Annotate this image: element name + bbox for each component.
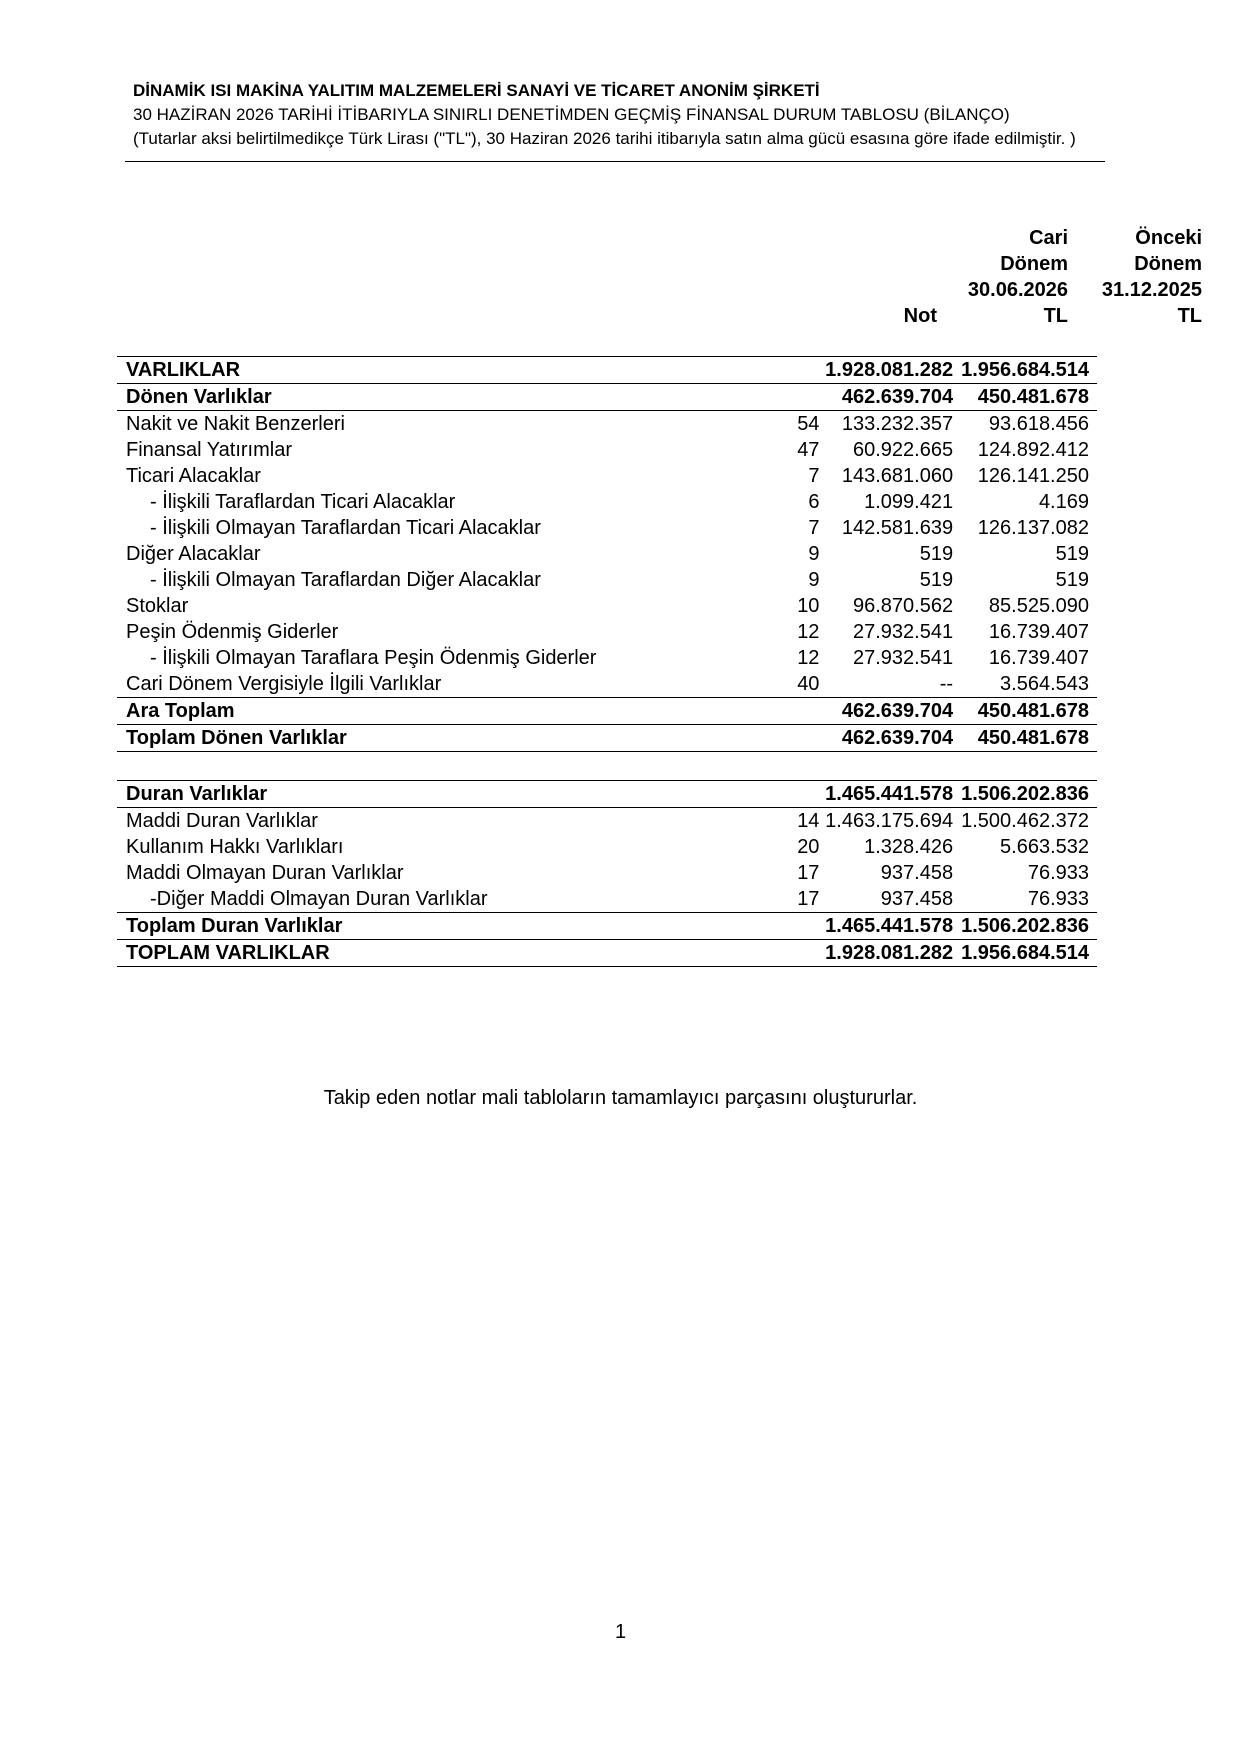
row-previous: 450.481.678 <box>961 725 1097 752</box>
row-label: Stoklar <box>126 595 189 617</box>
row-label: - İlişkili Olmayan Taraflardan Diğer Alacaklar <box>150 569 541 591</box>
column-header-not-label: Not <box>903 305 937 327</box>
row-not <box>713 725 822 752</box>
row-label: Kullanım Hakkı Varlıkları <box>126 836 344 858</box>
row-current: 1.328.426 <box>864 836 954 858</box>
table-row <box>117 913 1097 940</box>
row-not: 47 <box>797 439 820 461</box>
row-label: Maddi Olmayan Duran Varlıklar <box>126 862 404 884</box>
currency-note: (Tutarlar aksi belirtilmedikçe Türk Lirası ("TL"), 30 Haziran 2026 tarihi itibarıyla satın alma gücü esasına göre ifade edilmiştir. ) <box>133 129 1076 148</box>
row-label-cell <box>117 515 713 541</box>
row-current: 1.928.081.282 <box>821 357 961 384</box>
row-previous: 450.481.678 <box>961 698 1097 725</box>
page-number: 1 <box>614 1621 627 1643</box>
row-label-cell <box>117 567 713 593</box>
row-not <box>713 940 822 967</box>
row-not: 6 <box>808 491 820 513</box>
row-not: 20 <box>797 836 820 858</box>
table-row <box>117 886 1097 913</box>
row-label: VARLIKLAR <box>117 357 713 384</box>
statement-title: 30 HAZİRAN 2026 TARİHİ İTİBARIYLA SINIRLI DENETİMDEN GEÇMİŞ FİNANSAL DURUM TABLOSU (BİLANÇO) <box>133 105 1010 124</box>
row-not: 17 <box>713 886 822 913</box>
footnote: Takip eden notlar mali tabloların tamamlayıcı parçasını oluştururlar. <box>323 1087 918 1109</box>
table-row <box>117 437 1097 463</box>
column-header-current-date: 30.06.2026 <box>967 279 1068 301</box>
row-previous: 124.892.412 <box>977 439 1089 461</box>
row-previous: 85.525.090 <box>988 595 1089 617</box>
row-label: Maddi Duran Varlıklar <box>126 810 318 832</box>
row-previous: 93.618.456 <box>988 413 1089 435</box>
column-headers <box>117 225 1202 329</box>
row-label-cell <box>117 886 713 913</box>
table-row <box>117 567 1097 593</box>
row-current: 519 <box>919 569 954 591</box>
row-previous: 519 <box>1055 569 1089 591</box>
row-current: 937.458 <box>880 862 954 884</box>
table-row <box>117 698 1097 725</box>
row-not <box>713 698 822 725</box>
row-previous: 5.663.532 <box>1000 836 1089 858</box>
column-header-not <box>777 303 937 329</box>
table-row <box>117 781 1097 808</box>
table-row <box>117 860 1097 886</box>
row-previous: 4.169 <box>1038 491 1089 513</box>
table-row <box>117 834 1097 860</box>
row-current: 1.463.175.694 <box>825 810 954 832</box>
column-header-previous-currency: TL <box>1177 305 1202 327</box>
row-current: 519 <box>919 543 954 565</box>
column-header-previous-date: 31.12.2025 <box>1101 279 1202 301</box>
document-header <box>133 79 1103 151</box>
row-current: 133.232.357 <box>841 413 954 435</box>
row-label: Dönen Varlıklar <box>117 384 713 411</box>
row-previous: 126.137.082 <box>977 517 1089 539</box>
row-label: Toplam Duran Varlıklar <box>117 913 713 940</box>
row-not: 12 <box>797 621 820 643</box>
row-label: Duran Varlıklar <box>117 781 713 808</box>
row-current: 1.928.081.282 <box>821 940 961 967</box>
row-not: 9 <box>808 543 820 565</box>
balance-sheet-table <box>117 356 1097 967</box>
row-not <box>713 357 822 384</box>
row-not: 17 <box>797 862 820 884</box>
row-previous: 16.739.407 <box>988 647 1089 669</box>
row-not: 10 <box>797 595 820 617</box>
row-label: -Diğer Maddi Olmayan Duran Varlıklar <box>150 888 488 910</box>
table-row <box>117 940 1097 967</box>
row-previous: 16.739.407 <box>988 621 1089 643</box>
row-previous: 1.506.202.836 <box>961 781 1097 808</box>
row-current: 462.639.704 <box>821 725 961 752</box>
row-current: 462.639.704 <box>821 384 961 411</box>
table-row <box>117 593 1097 619</box>
table-row <box>117 489 1097 515</box>
row-current: 96.870.562 <box>852 595 954 617</box>
row-label-cell <box>117 489 713 515</box>
table-spacer <box>117 752 1097 781</box>
row-not <box>713 384 822 411</box>
row-not: 7 <box>808 517 820 539</box>
table-row <box>117 411 1097 438</box>
column-header-current-line1: Cari <box>1029 227 1068 249</box>
table-row <box>117 619 1097 645</box>
row-current: 142.581.639 <box>841 517 954 539</box>
row-label: - İlişkili Taraflardan Ticari Alacaklar <box>150 491 456 513</box>
row-label: - İlişkili Olmayan Taraflardan Ticari Alacaklar <box>150 517 541 539</box>
table-row <box>117 384 1097 411</box>
row-label: Toplam Dönen Varlıklar <box>117 725 713 752</box>
row-not: 12 <box>797 647 820 669</box>
row-previous: 76.933 <box>961 886 1097 913</box>
row-label: Ara Toplam <box>117 698 713 725</box>
row-label: Cari Dönem Vergisiyle İlgili Varlıklar <box>117 671 713 698</box>
header-divider <box>125 161 1105 162</box>
row-label: Nakit ve Nakit Benzerleri <box>126 413 345 435</box>
row-previous: 76.933 <box>1027 862 1089 884</box>
column-header-current-currency: TL <box>1043 305 1068 327</box>
table-row <box>117 725 1097 752</box>
row-label: Ticari Alacaklar <box>126 465 261 487</box>
row-label: Finansal Yatırımlar <box>126 439 292 461</box>
row-previous: 1.506.202.836 <box>961 913 1097 940</box>
row-label-cell <box>117 645 713 671</box>
table-row <box>117 357 1097 384</box>
table-row <box>117 541 1097 567</box>
row-not: 7 <box>808 465 820 487</box>
row-not: 54 <box>797 413 820 435</box>
row-not: 9 <box>808 569 820 591</box>
row-not <box>713 913 822 940</box>
row-current: 60.922.665 <box>852 439 954 461</box>
company-name: DİNAMİK ISI MAKİNA YALITIM MALZEMELERİ SANAYİ VE TİCARET ANONİM ŞİRKETİ <box>133 81 820 100</box>
row-previous: 1.956.684.514 <box>961 357 1097 384</box>
row-current: 1.099.421 <box>864 491 954 513</box>
column-header-previous-line2: Dönem <box>1134 253 1202 275</box>
column-header-previous-line1: Önceki <box>1135 227 1202 249</box>
table-row <box>117 808 1097 835</box>
row-previous: 3.564.543 <box>961 671 1097 698</box>
table-row <box>117 515 1097 541</box>
row-current: -- <box>821 671 961 698</box>
table-row <box>117 645 1097 671</box>
column-header-current-line2: Dönem <box>1000 253 1068 275</box>
row-current: 937.458 <box>821 886 961 913</box>
row-previous: 1.500.462.372 <box>961 810 1089 832</box>
row-current: 27.932.541 <box>852 647 954 669</box>
column-header-previous <box>1067 225 1202 329</box>
column-header-current <box>917 225 1068 329</box>
row-previous: 126.141.250 <box>977 465 1089 487</box>
row-not: 40 <box>713 671 822 698</box>
row-label: Diğer Alacaklar <box>126 543 261 565</box>
row-current: 1.465.441.578 <box>821 781 961 808</box>
row-not <box>713 781 822 808</box>
row-label: TOPLAM VARLIKLAR <box>117 940 713 967</box>
table-row <box>117 671 1097 698</box>
row-previous: 519 <box>1055 543 1089 565</box>
row-previous: 1.956.684.514 <box>961 940 1097 967</box>
row-previous: 450.481.678 <box>961 384 1097 411</box>
row-label: Peşin Ödenmiş Giderler <box>126 621 339 643</box>
row-current: 1.465.441.578 <box>821 913 961 940</box>
row-not: 14 <box>797 810 820 832</box>
row-label: - İlişkili Olmayan Taraflara Peşin Ödenmiş Giderler <box>150 647 597 669</box>
row-current: 462.639.704 <box>821 698 961 725</box>
row-current: 143.681.060 <box>841 465 954 487</box>
table-row <box>117 463 1097 489</box>
row-current: 27.932.541 <box>852 621 954 643</box>
